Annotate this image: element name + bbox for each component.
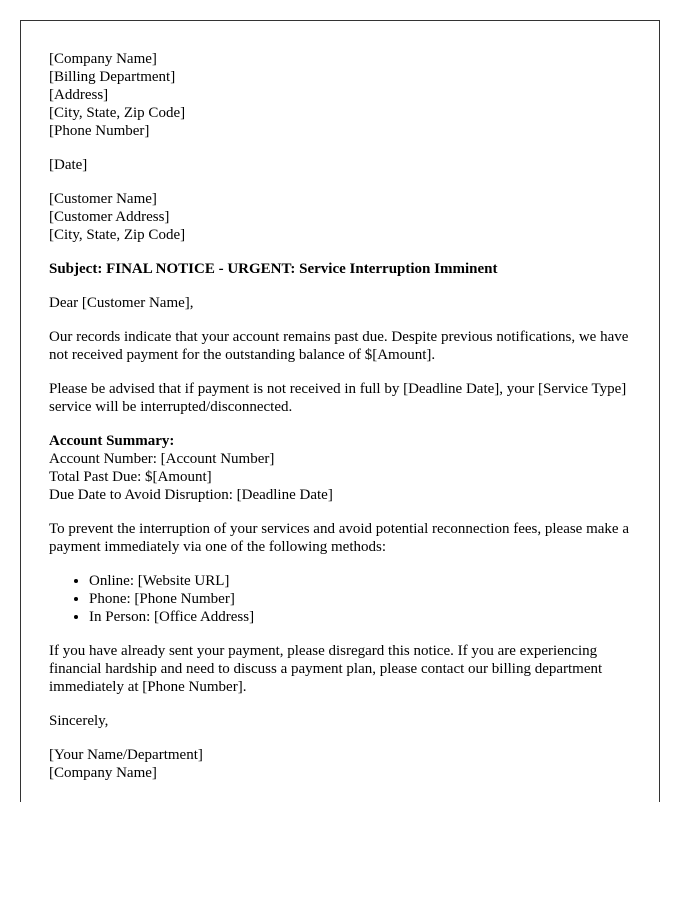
date-block [49,156,631,174]
paragraph-interruption-warning: Please be advised that if payment is not received in full by [Deadline Date], your [Service Type] service will be interrupted/disconnected. [49,381,627,415]
sender-address-block [49,50,631,140]
payment-method-phone: • Phone: [Phone Number] [89,590,631,608]
sender-city-state-zip: [City, State, Zip Code] [49,105,186,121]
sender-address: [Address] [49,87,109,103]
recipient-city-state-zip: [City, State, Zip Code] [49,227,186,243]
payment-methods-list [49,572,631,626]
total-past-due: Total Past Due: $[Amount] [49,469,212,485]
paragraph-past-due: Our records indicate that your account remains past due. Despite previous notifications, we have not received payment for the outstanding balance of $[Amount]. [49,329,629,363]
salutation: Dear [Customer Name], [49,295,194,311]
subject-line: Subject: FINAL NOTICE - URGENT: Service Interruption Imminent [49,261,498,277]
signature-block [49,746,631,782]
due-date: Due Date to Avoid Disruption: [Deadline Date] [49,487,333,503]
payment-method-in-person: • In Person: [Office Address] [89,608,631,626]
paragraph-disregard-notice: If you have already sent your payment, please disregard this notice. If you are experiencing financial hardship and need to discuss a payment plan, please contact our billing department immediately at [Phone Number]. [49,643,603,695]
sender-department: [Billing Department] [49,69,176,85]
sender-phone: [Phone Number] [49,123,150,139]
paragraph-payment-instructions: To prevent the interruption of your services and avoid potential reconnection fees, please make a payment immediately via one of the following methods: [49,521,629,555]
letter-date: [Date] [49,157,88,173]
sender-company-name: [Company Name] [49,51,157,67]
recipient-address-block [49,190,631,244]
recipient-address: [Customer Address] [49,209,170,225]
recipient-name: [Customer Name] [49,191,157,207]
letter-page [20,20,660,802]
account-summary [49,432,631,504]
payment-method-online: • Online: [Website URL] [89,572,631,590]
signature-name-department: [Your Name/Department] [49,747,203,763]
account-summary-heading: Account Summary: [49,433,175,449]
signature-company-name: [Company Name] [49,765,157,781]
closing: Sincerely, [49,713,109,729]
account-number: Account Number: [Account Number] [49,451,275,467]
